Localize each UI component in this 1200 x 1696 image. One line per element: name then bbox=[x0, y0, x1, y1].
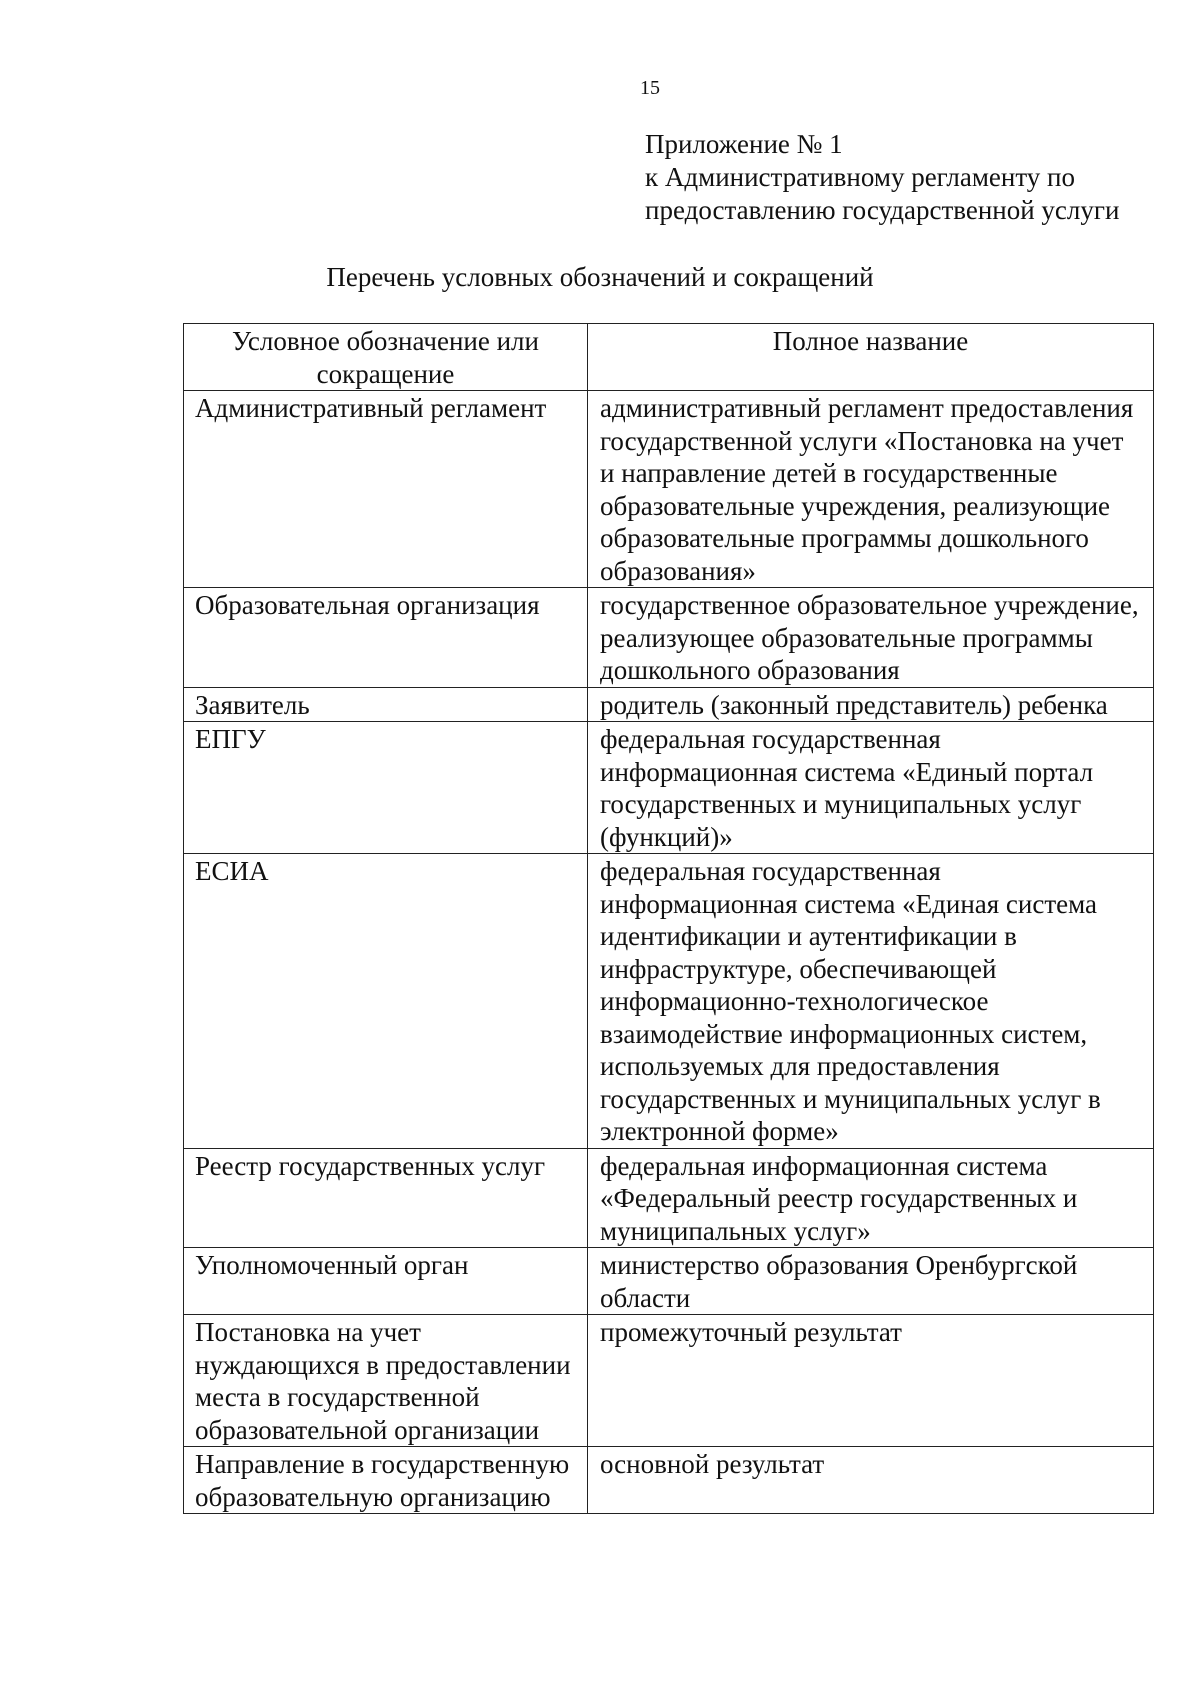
table-header-row bbox=[184, 324, 1154, 391]
table-row bbox=[184, 391, 1154, 588]
full-name-cell: федеральная информационная система «Федеральный реестр государственных и муниципальных услуг» bbox=[588, 1148, 1154, 1248]
full-name-cell: федеральная государственная информационная система «Единая система идентификации и аутентификации в инфраструктуре, обеспечивающей информационно-технологическое взаимодействие информационных систем, используемых для предоставления государственных и муниципальных услуг в электронной форме» bbox=[588, 854, 1154, 1149]
header-term: Условное обозначение или сокращение bbox=[184, 324, 588, 391]
full-name-cell: федеральная государственная информационная система «Единый портал государственных и муниципальных услуг (функций)» bbox=[588, 722, 1154, 854]
table-row bbox=[184, 687, 1154, 722]
page-number: 15 bbox=[640, 77, 660, 99]
table-row bbox=[184, 588, 1154, 688]
table-row bbox=[184, 1447, 1154, 1514]
header-full-name: Полное название bbox=[588, 324, 1154, 391]
table-row bbox=[184, 1315, 1154, 1447]
term-cell: ЕПГУ bbox=[184, 722, 588, 854]
term-cell: Реестр государственных услуг bbox=[184, 1148, 588, 1248]
term-cell: Направление в государственную образовательную организацию bbox=[184, 1447, 588, 1514]
full-name-cell: родитель (законный представитель) ребенка bbox=[588, 687, 1154, 722]
document-title: Перечень условных обозначений и сокращений bbox=[326, 262, 874, 292]
appendix-line-1: Приложение № 1 bbox=[645, 129, 843, 159]
full-name-cell: административный регламент предоставления государственной услуги «Постановка на учет и направление детей в государственные образовательные учреждения, реализующие образовательные программы дошкольного образования» bbox=[588, 391, 1154, 588]
table-row bbox=[184, 1148, 1154, 1248]
appendix-line-3: предоставлению государственной услуги bbox=[645, 195, 1120, 225]
appendix-header bbox=[645, 128, 1185, 227]
table-row bbox=[184, 722, 1154, 854]
table-row bbox=[184, 854, 1154, 1149]
abbreviations-table bbox=[183, 323, 1154, 1514]
full-name-cell: промежуточный результат bbox=[588, 1315, 1154, 1447]
term-cell: Образовательная организация bbox=[184, 588, 588, 688]
full-name-cell: министерство образования Оренбургской области bbox=[588, 1248, 1154, 1315]
term-cell: Заявитель bbox=[184, 687, 588, 722]
term-cell: Постановка на учет нуждающихся в предоставлении места в государственной образовательной организации bbox=[184, 1315, 588, 1447]
term-cell: Административный регламент bbox=[184, 391, 588, 588]
term-cell: ЕСИА bbox=[184, 854, 588, 1149]
appendix-line-2: к Административному регламенту по bbox=[645, 162, 1076, 192]
table-row bbox=[184, 1248, 1154, 1315]
full-name-cell: государственное образовательное учреждение, реализующее образовательные программы дошкольного образования bbox=[588, 588, 1154, 688]
full-name-cell: основной результат bbox=[588, 1447, 1154, 1514]
term-cell: Уполномоченный орган bbox=[184, 1248, 588, 1315]
